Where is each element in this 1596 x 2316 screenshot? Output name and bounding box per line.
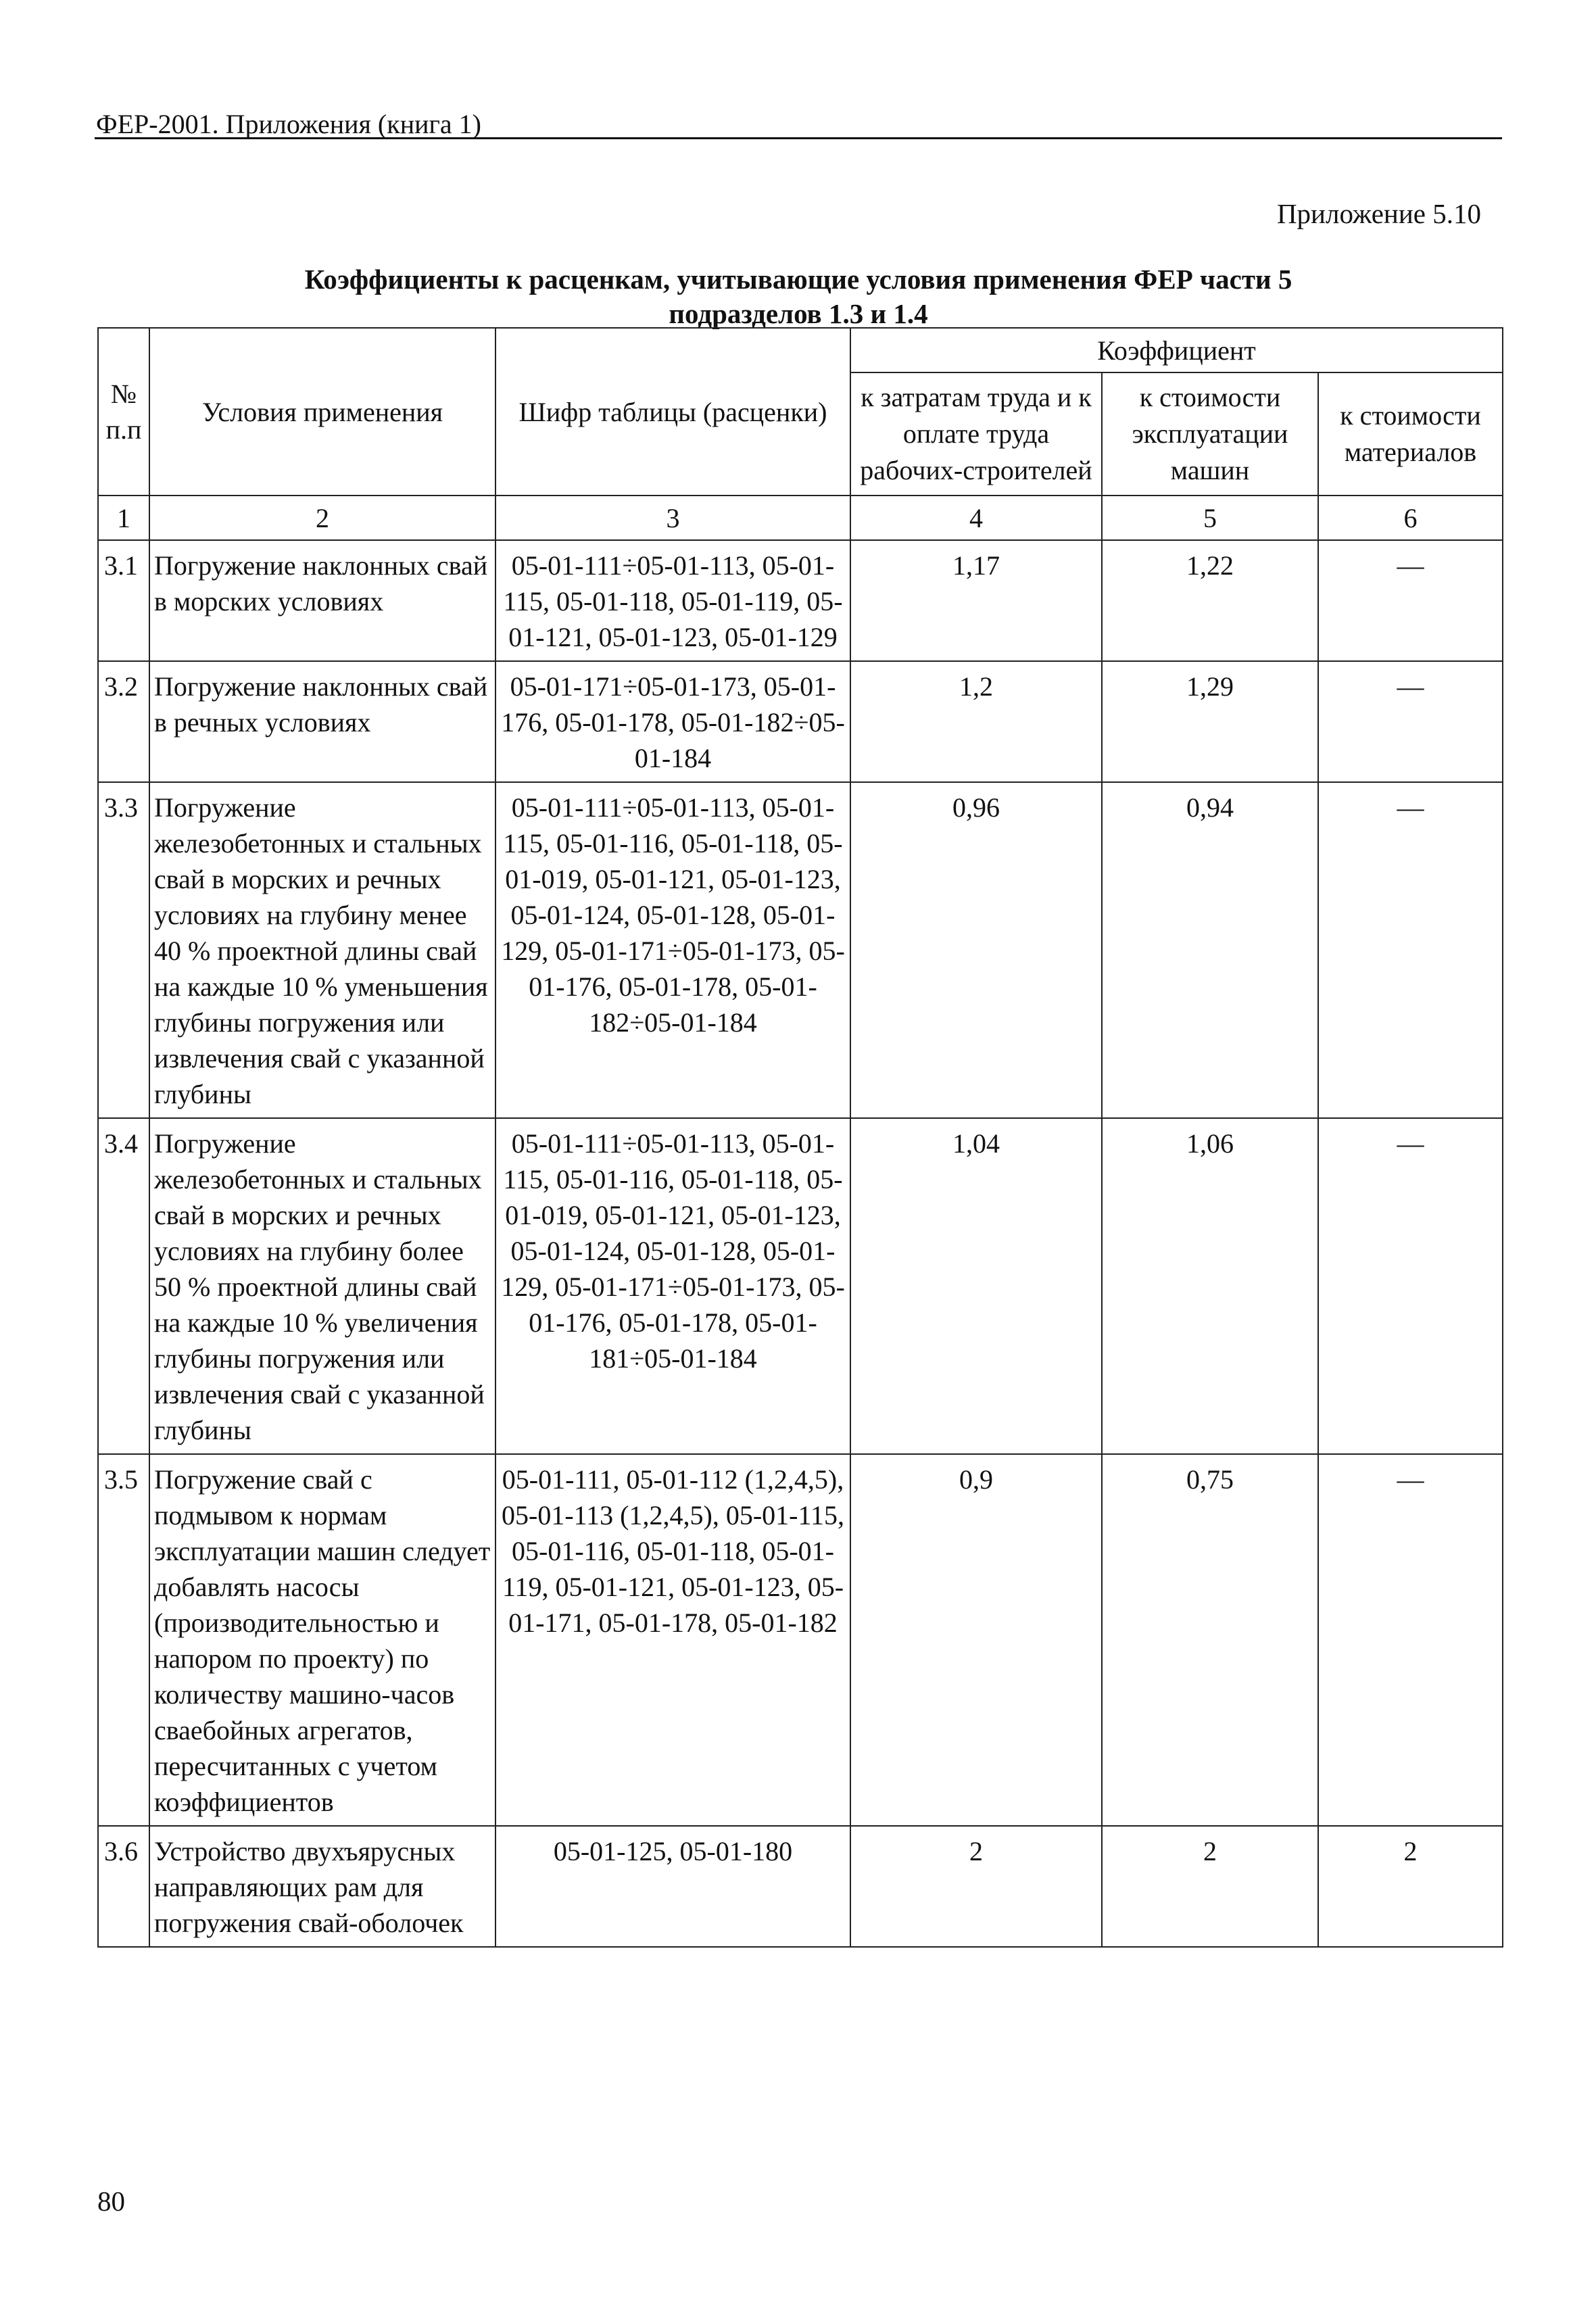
- row-code: 05-01-125, 05-01-180: [495, 1826, 850, 1947]
- column-number: 4: [850, 496, 1102, 540]
- row-condition: Погружение наклонных свай в речных условиях: [149, 661, 495, 782]
- column-number: 6: [1318, 496, 1503, 540]
- row-machines-coefficient: 0,94: [1102, 782, 1318, 1118]
- row-code: 05-01-171÷05-01-173, 05-01-176, 05-01-178, 05-01-182÷05-01-184: [495, 661, 850, 782]
- row-machines-coefficient: 1,29: [1102, 661, 1318, 782]
- page-number: 80: [97, 2186, 125, 2217]
- page-header: ФЕР-2001. Приложения (книга 1): [96, 109, 481, 139]
- row-code: 05-01-111÷05-01-113, 05-01-115, 05-01-116, 05-01-118, 05-01-019, 05-01-121, 05-01-123, 05-01-124, 05-01-128, 05-01-129, 05-01-171÷05-01-173, 05-01-176, 05-01-178, 05-01-182÷05-01-184: [495, 782, 850, 1118]
- row-number: 3.5: [98, 1454, 149, 1826]
- row-condition: Устройство двухъярусных направляющих рам для погружения свай-оболочек: [149, 1826, 495, 1947]
- table-row: [98, 661, 1503, 782]
- row-materials-coefficient: —: [1318, 782, 1503, 1118]
- row-materials-coefficient: —: [1318, 661, 1503, 782]
- table-row: [98, 1118, 1503, 1454]
- table-title-line-1: Коэффициенты к расценкам, учитывающие условия применения ФЕР части 5: [304, 264, 1292, 295]
- row-number: 3.2: [98, 661, 149, 782]
- header-materials: к стоимости материалов: [1318, 372, 1503, 496]
- row-labor-coefficient: 2: [850, 1826, 1102, 1947]
- header-conditions: Условия применения: [149, 328, 495, 496]
- column-number: 5: [1102, 496, 1318, 540]
- appendix-label: Приложение 5.10: [1276, 198, 1481, 229]
- header-code: Шифр таблицы (расценки): [495, 328, 850, 496]
- row-condition: Погружение железобетонных и стальных свай в морских и речных условиях на глубину менее 40 % проектной длины свай на каждые 10 % уменьшения глубины погружения или извлечения свай с указанной глубины: [149, 782, 495, 1118]
- row-labor-coefficient: 1,2: [850, 661, 1102, 782]
- table-title: [95, 262, 1502, 331]
- table-title-line-2: подразделов 1.3 и 1.4: [669, 298, 928, 329]
- column-number: 1: [98, 496, 149, 540]
- header-labor: к затратам труда и к оплате труда рабочих-строителей: [850, 372, 1102, 496]
- row-machines-coefficient: 0,75: [1102, 1454, 1318, 1826]
- row-materials-coefficient: —: [1318, 1118, 1503, 1454]
- column-number-row: [98, 496, 1503, 540]
- row-materials-coefficient: 2: [1318, 1826, 1503, 1947]
- row-number: 3.4: [98, 1118, 149, 1454]
- row-labor-coefficient: 1,04: [850, 1118, 1102, 1454]
- table-row: [98, 1454, 1503, 1826]
- row-condition: Погружение свай с подмывом к нормам эксплуатации машин следует добавлять насосы (производительностью и напором по проекту) по количеству машино-часов сваебойных агрегатов, пересчитанных с учетом коэффициентов: [149, 1454, 495, 1826]
- row-materials-coefficient: —: [1318, 1454, 1503, 1826]
- row-code: 05-01-111÷05-01-113, 05-01-115, 05-01-118, 05-01-119, 05-01-121, 05-01-123, 05-01-129: [495, 540, 850, 661]
- row-labor-coefficient: 0,9: [850, 1454, 1102, 1826]
- row-number: 3.3: [98, 782, 149, 1118]
- row-condition: Погружение железобетонных и стальных свай в морских и речных условиях на глубину более 50 % проектной длины свай на каждые 10 % увеличения глубины погружения или извлечения свай с указанной глубины: [149, 1118, 495, 1454]
- row-number: 3.1: [98, 540, 149, 661]
- row-code: 05-01-111÷05-01-113, 05-01-115, 05-01-116, 05-01-118, 05-01-019, 05-01-121, 05-01-123, 05-01-124, 05-01-128, 05-01-129, 05-01-171÷05-01-173, 05-01-176, 05-01-178, 05-01-181÷05-01-184: [495, 1118, 850, 1454]
- header-num: № п.п: [98, 328, 149, 496]
- row-condition: Погружение наклонных свай в морских условиях: [149, 540, 495, 661]
- coefficients-table: [97, 327, 1503, 1948]
- row-code: 05-01-111, 05-01-112 (1,2,4,5), 05-01-113 (1,2,4,5), 05-01-115, 05-01-116, 05-01-118, 05-01-119, 05-01-121, 05-01-123, 05-01-171, 05-01-178, 05-01-182: [495, 1454, 850, 1826]
- row-labor-coefficient: 0,96: [850, 782, 1102, 1118]
- table-row: [98, 1826, 1503, 1947]
- header-coefficient: Коэффициент: [850, 328, 1503, 372]
- row-machines-coefficient: 1,06: [1102, 1118, 1318, 1454]
- table-row: [98, 540, 1503, 661]
- header-machines: к стоимости эксплуатации машин: [1102, 372, 1318, 496]
- row-machines-coefficient: 1,22: [1102, 540, 1318, 661]
- header-rule: [95, 137, 1502, 139]
- column-number: 3: [495, 496, 850, 540]
- row-machines-coefficient: 2: [1102, 1826, 1318, 1947]
- row-number: 3.6: [98, 1826, 149, 1947]
- row-materials-coefficient: —: [1318, 540, 1503, 661]
- table-row: [98, 782, 1503, 1118]
- column-number: 2: [149, 496, 495, 540]
- row-labor-coefficient: 1,17: [850, 540, 1102, 661]
